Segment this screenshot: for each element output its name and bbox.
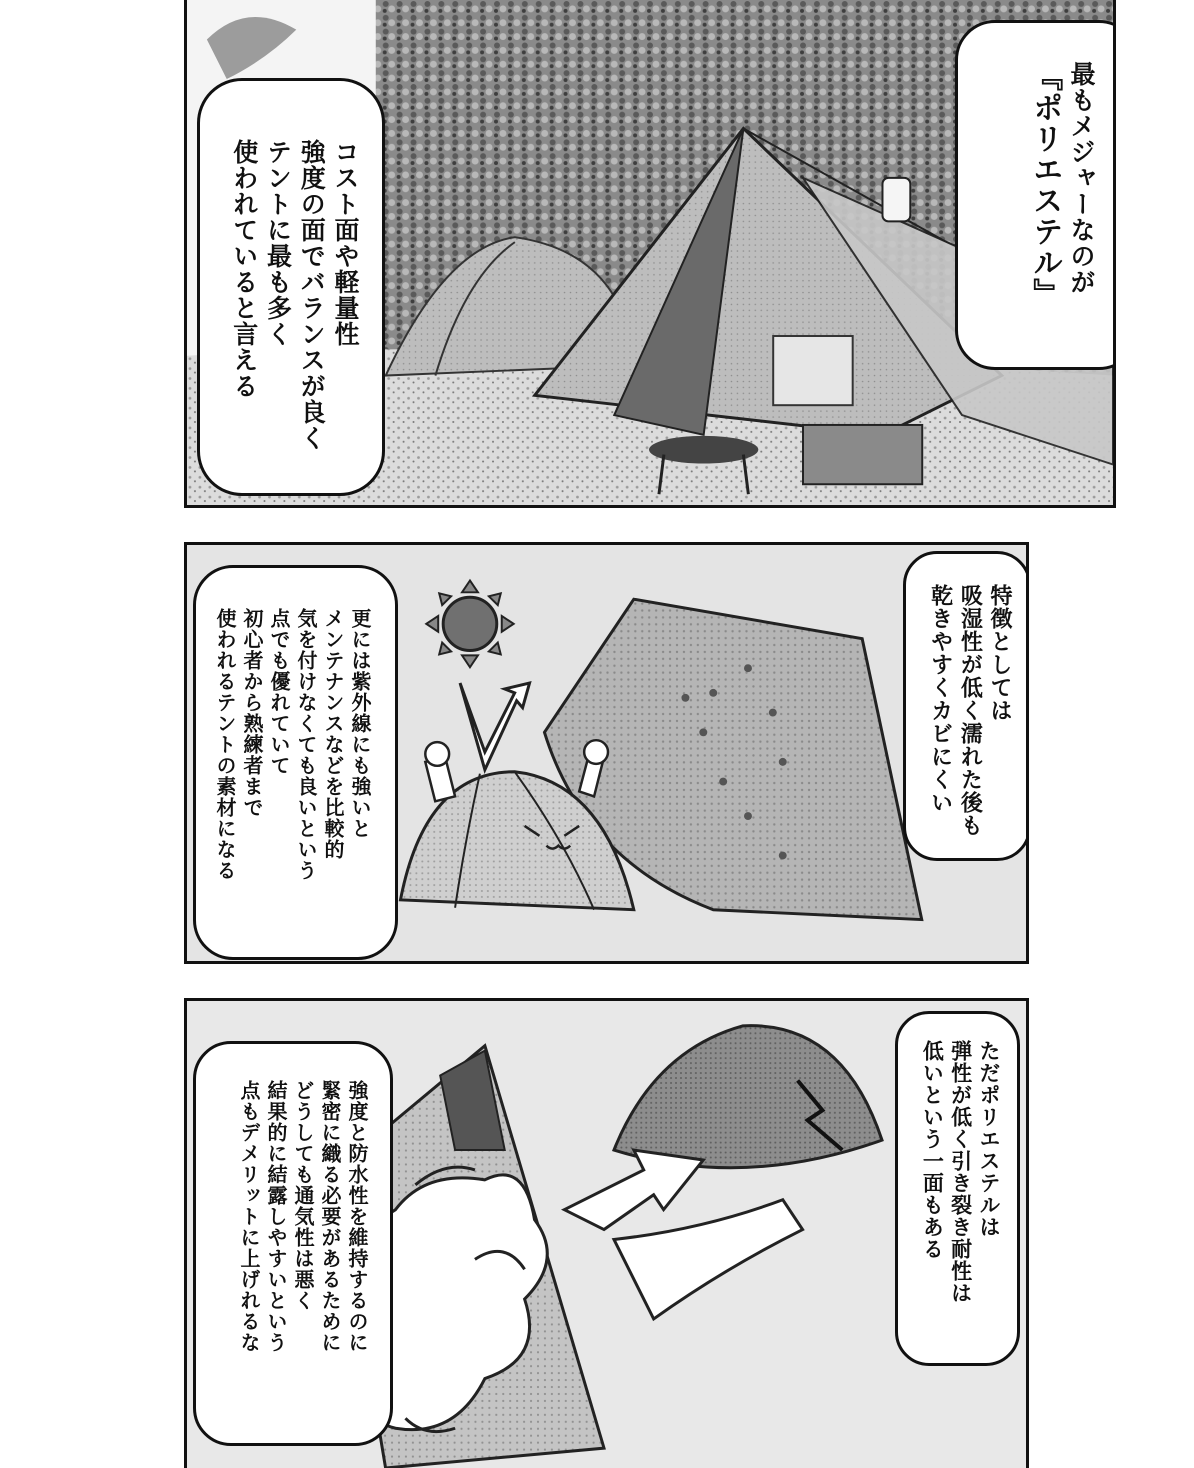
text-line: ただポリエステルは xyxy=(977,1040,1001,1238)
text-line: 吸湿性が低く濡れた後も xyxy=(957,584,983,837)
text-line: 点でも優れていて xyxy=(267,608,291,776)
speech-bubble-weakness xyxy=(895,1011,1020,1366)
panel-3 xyxy=(184,998,1029,1468)
text-line-emphasis: 『ポリエステル』 xyxy=(1027,61,1063,309)
text-line: 強度と防水性を維持するのに xyxy=(345,1080,369,1353)
text-line: 低いという一面もある xyxy=(920,1040,945,1260)
text-line: テントに最も多く xyxy=(263,139,293,347)
speech-bubble-features xyxy=(903,551,1029,861)
text-line: どうしても通気性は悪く xyxy=(291,1080,315,1311)
bubble-text-weakness xyxy=(918,1040,1003,1304)
text-line: 初心者から熟練者まで xyxy=(240,608,264,818)
speech-bubble-uv xyxy=(193,565,398,960)
text-line: 使われていると言える xyxy=(229,139,259,399)
speech-bubble-cost xyxy=(197,78,385,496)
bubble-text-polyester xyxy=(1024,61,1098,309)
text-line: 強度の面でバランスが良く xyxy=(297,139,327,451)
panel-2 xyxy=(184,542,1029,964)
text-line: コスト面や軽量性 xyxy=(331,139,360,347)
speech-bubble-polyester xyxy=(955,20,1116,370)
text-line: 最もメジャーなのが xyxy=(1067,61,1096,295)
bubble-text-features xyxy=(925,584,1014,837)
text-line: 点もデメリットに上げれるな xyxy=(237,1080,261,1353)
text-line: 使われるテントの素材になる xyxy=(213,608,237,881)
bubble-text-condensation xyxy=(235,1080,370,1353)
speech-bubble-condensation xyxy=(193,1041,393,1446)
text-line: 結果的に結露しやすいという xyxy=(264,1080,288,1353)
text-line: 特徴としては xyxy=(987,584,1012,722)
text-line: メンテナンスなどを比較的 xyxy=(321,608,345,860)
panel-1 xyxy=(184,0,1116,508)
text-line: 気を付けなくても良いという xyxy=(294,608,318,881)
bubble-text-uv xyxy=(211,608,373,881)
text-line: 更には紫外線にも強いと xyxy=(348,608,372,839)
text-line: 緊密に織る必要があるために xyxy=(318,1080,342,1353)
bubble-text-cost xyxy=(227,139,362,451)
text-line: 弾性が低く引き裂き耐性は xyxy=(948,1040,973,1304)
text-line: 乾きやすくカビにくい xyxy=(927,584,953,814)
